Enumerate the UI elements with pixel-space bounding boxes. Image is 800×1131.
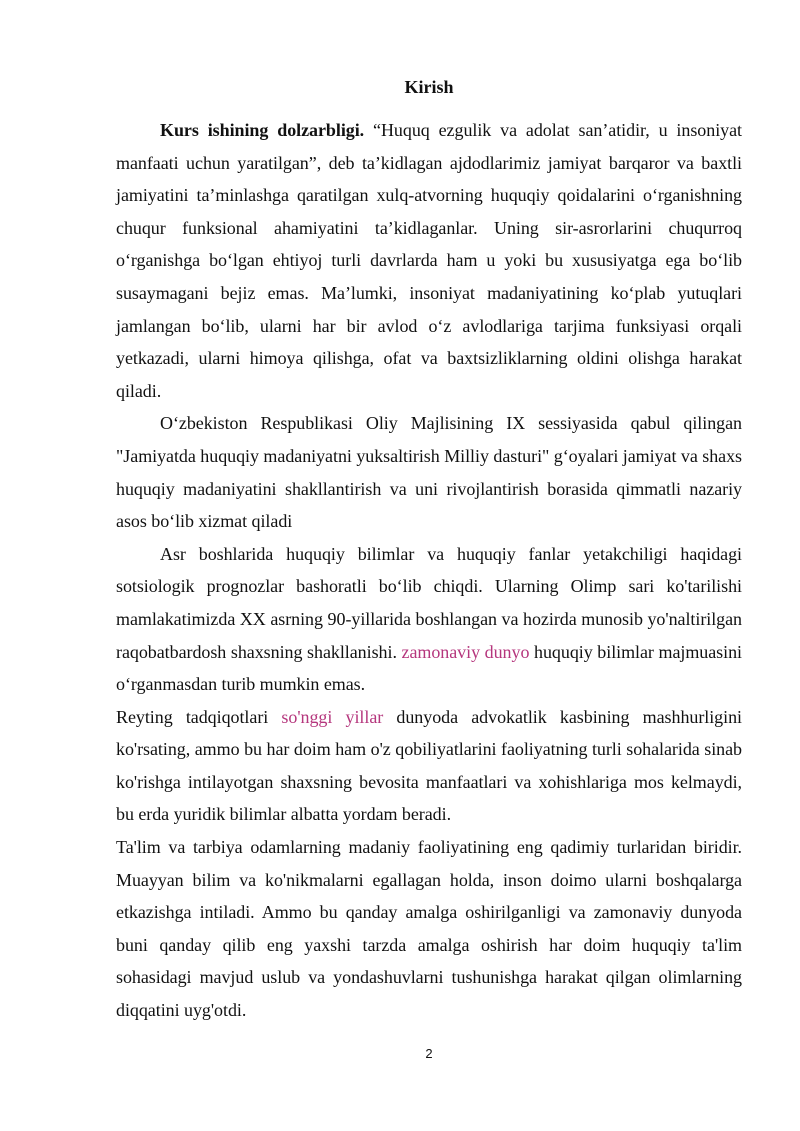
- paragraph-text: “Huquq ezgulik va adolat san’atidir, u insoniyat manfaati uchun yaratilgan”, deb ta’kidlagan ajdodlarimiz jamiyat barqaror va baxtli jamiyatini ta’minlashga qaratilgan xulq-atvorning huquqiy qoidalarini o‘rganishning chuqur funksional ahamiyatini ta’kidlaganlar. Uning sir-asrorlarini chuqurroq o‘rganishga bo‘lgan ehtiyoj turli davrlarda ham u yoki bu xususiyatga ega bo‘lib susaymagani bejiz emas. Ma’lumki, insoniyat madaniyatining ko‘plab yutuqlari jamlangan bo‘lib, ularni har bir avlod o‘z avlodlariga tarjima funksiyasi orqali yetkazadi, ularni himoya qilishga, ofat va baxtsizliklarning oldini olishga harakat qiladi.: [116, 120, 742, 401]
- document-body: [116, 114, 742, 1027]
- paragraph-education: [116, 831, 742, 1027]
- paragraph-text: huquqiy bilimlar majmuasini o‘rganmasdan turib mumkin emas.: [116, 641, 742, 695]
- paragraph-relevance: [116, 114, 742, 407]
- paragraph-national-program: [116, 407, 742, 537]
- highlighted-phrase: so'nggi yillar: [281, 706, 384, 727]
- paragraph-text: O‘zbekiston Respublikasi Oliy Majlisining IX sessiyasida qabul qilingan "Jamiyatda huquqiy madaniyatni yuksaltirish Milliy dasturi" g‘oyalari jamiyat va shaxs huquqiy madaniyatini shakllantirish va uni rivojlantirish borasida qimmatli nazariy asos bo‘lib xizmat qiladi: [116, 413, 742, 532]
- paragraph-text: dunyoda advokatlik kasbining mashhurligini ko'rsating, ammo bu har doim ham o'z qobiliyatlarini faoliyatning turli sohalarida sinab ko'rishga intilayotgan shaxsning bevosita manfaatlari va xohishlariga mos kelmaydi, bu erda yuridik bilimlar albatta yordam beradi.: [116, 706, 742, 825]
- paragraph-text: Asr boshlarida huquqiy bilimlar va huquqiy fanlar yetakchiligi haqidagi sotsiologik prognozlar bashoratli bo‘lib chiqdi. Ularning Olimp sari ko'tarilishi mamlakatimizda XX asrning 90-yillarida boshlangan va hozirda munosib yo'naltirilgan raqobatbardosh shaxsning shakllanishi.: [116, 543, 742, 662]
- paragraph-text: Ta'lim va tarbiya odamlarning madaniy faoliyatining eng qadimiy turlaridan biridir. Muayyan bilim va ko'nikmalarni egallagan holda, inson doimo ularni boshqalarga etkazishga intiladi. Ammo bu qanday amalga oshirilganligi va zamonaviy dunyoda buni qanday qilib eng yaxshi tarzda amalga oshirish har doim huquqiy ta'lim sohasidagi mavjud uslub va yondashuvlarni tushunishga harakat qilgan olimlarning diqqatini uyg'otdi.: [116, 837, 742, 1021]
- paragraph-text: Reyting tadqiqotlari: [116, 706, 282, 727]
- paragraph-lead: Kurs ishining dolzarbligi.: [160, 120, 365, 140]
- paragraph-rating-studies: [116, 701, 742, 831]
- highlighted-phrase: zamonaviy dunyo: [401, 641, 530, 662]
- section-title: Kirish: [404, 77, 454, 97]
- paragraph-legal-knowledge: [116, 538, 742, 701]
- page-number: 2: [425, 1046, 433, 1061]
